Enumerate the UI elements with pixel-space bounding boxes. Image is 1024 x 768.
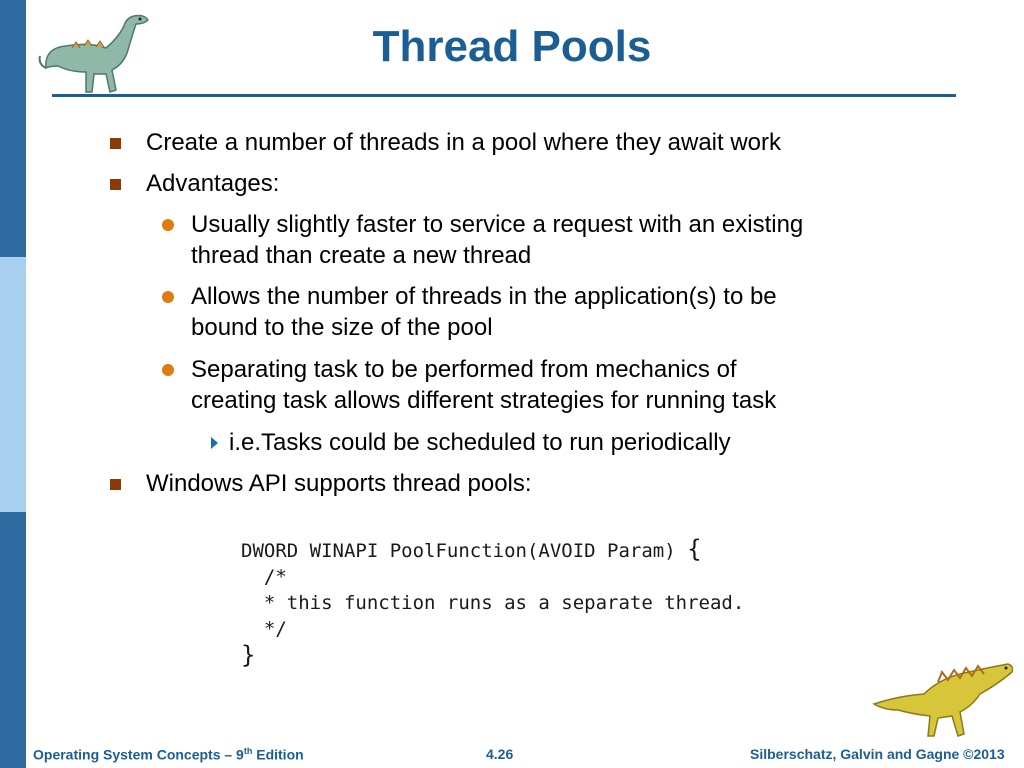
sub-sub-bullet: i.e.Tasks could be scheduled to run periodically xyxy=(229,429,731,456)
square-bullet-icon xyxy=(110,179,121,190)
footer-authors: Silberschatz, Galvin and Gagne ©2013 xyxy=(750,746,1005,762)
page-title: Thread Pools xyxy=(372,22,652,71)
code-line: DWORD WINAPI PoolFunction(AVOID Param) xyxy=(241,540,688,562)
sub-bullet-line: thread than create a new thread xyxy=(191,242,532,269)
round-bullet-icon xyxy=(162,364,174,376)
code-brace-open: { xyxy=(687,535,702,563)
footer-edition-superscript: th xyxy=(243,746,253,756)
side-bar-middle xyxy=(0,257,26,512)
side-bar xyxy=(0,0,26,768)
bullet-item: Advantages: xyxy=(146,170,280,197)
code-line: */ xyxy=(241,618,287,640)
bullet-item: Windows API supports thread pools: xyxy=(146,470,532,497)
code-line: /* xyxy=(241,566,287,588)
title-divider xyxy=(52,94,956,97)
round-bullet-icon xyxy=(162,291,174,303)
footer-book-title-suffix: Edition xyxy=(252,746,304,763)
code-snippet xyxy=(241,536,744,670)
sub-bullet-line: Usually slightly faster to service a request with an existing xyxy=(191,211,804,238)
bullet-item: Create a number of threads in a pool where they await work xyxy=(146,129,782,156)
sub-bullet-line: creating task allows different strategies for running task xyxy=(191,387,777,414)
square-bullet-icon xyxy=(110,479,121,490)
round-bullet-icon xyxy=(162,219,174,231)
sub-bullet-line: Separating task to be performed from mechanics of xyxy=(191,356,737,383)
arrow-bullet-icon xyxy=(211,437,218,449)
code-line: * this function runs as a separate thread. xyxy=(241,592,745,614)
sub-bullet-line: Allows the number of threads in the application(s) to be xyxy=(191,283,777,310)
code-brace-close: } xyxy=(241,641,256,669)
side-bar-bottom xyxy=(0,512,26,768)
sub-bullet-line: bound to the size of the pool xyxy=(191,314,493,341)
footer-book-title-text: Operating System Concepts – 9 xyxy=(33,746,244,763)
square-bullet-icon xyxy=(110,138,121,149)
footer-book-title xyxy=(33,746,304,763)
dinosaur-logo-bottom-icon xyxy=(868,660,1018,740)
slide-number: 4.26 xyxy=(486,746,514,762)
